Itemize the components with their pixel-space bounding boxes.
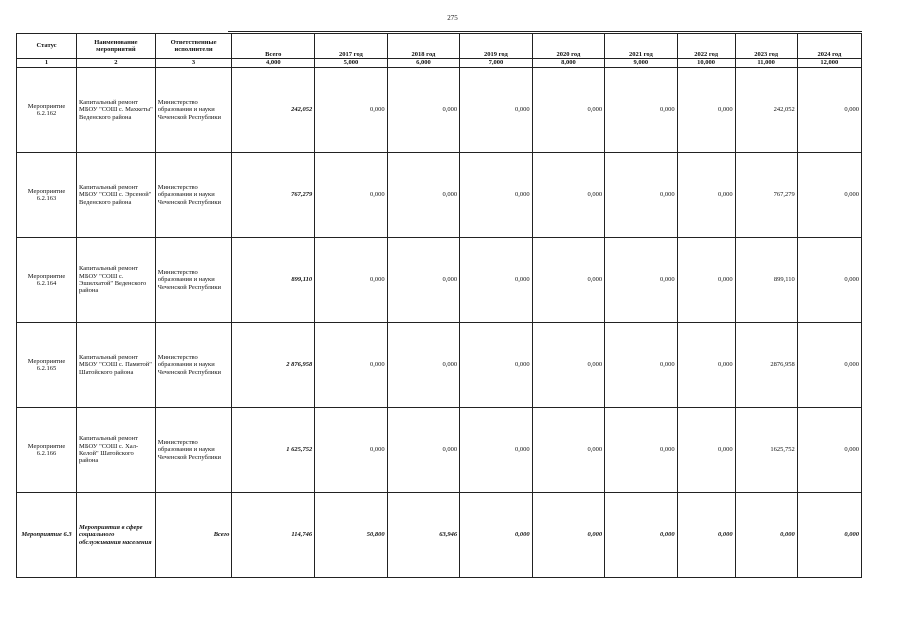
row-year-value: 0,000 bbox=[677, 68, 735, 153]
page-number: 275 bbox=[447, 14, 458, 22]
column-number: 4,000 bbox=[232, 59, 315, 68]
row-total: 114,746 bbox=[232, 493, 315, 578]
header-year: 2019 год bbox=[460, 34, 532, 59]
row-responsible: Всего bbox=[155, 493, 232, 578]
row-responsible: Министерство образования и науки Чеченской Республики bbox=[155, 238, 232, 323]
row-year-value: 0,000 bbox=[797, 323, 861, 408]
column-number: 10,000 bbox=[677, 59, 735, 68]
row-year-value: 0,000 bbox=[605, 68, 677, 153]
row-year-value: 0,000 bbox=[605, 153, 677, 238]
row-responsible: Министерство образования и науки Чеченской Республики bbox=[155, 68, 232, 153]
row-year-value: 0,000 bbox=[677, 493, 735, 578]
row-responsible: Министерство образования и науки Чеченской Республики bbox=[155, 153, 232, 238]
row-year-value: 0,000 bbox=[677, 408, 735, 493]
row-status: Мероприятие 6.2.163 bbox=[17, 153, 77, 238]
row-total: 767,279 bbox=[232, 153, 315, 238]
row-total: 1 625,752 bbox=[232, 408, 315, 493]
row-year-value: 0,000 bbox=[460, 153, 532, 238]
header-responsible: Ответственные исполнители bbox=[155, 34, 232, 59]
header-year: 2020 год bbox=[532, 34, 604, 59]
row-year-value: 0,000 bbox=[532, 323, 604, 408]
table-row bbox=[17, 408, 862, 493]
column-number: 7,000 bbox=[460, 59, 532, 68]
column-number: 8,000 bbox=[532, 59, 604, 68]
row-year-value: 0,000 bbox=[677, 238, 735, 323]
column-number-row bbox=[17, 59, 862, 68]
row-year-value: 0,000 bbox=[460, 68, 532, 153]
header-rule bbox=[228, 31, 862, 32]
row-year-value: 0,000 bbox=[532, 238, 604, 323]
row-year-value: 0,000 bbox=[797, 68, 861, 153]
header-year: 2018 год bbox=[387, 34, 459, 59]
row-year-value: 0,000 bbox=[387, 408, 459, 493]
row-year-value: 0,000 bbox=[532, 153, 604, 238]
row-status: Мероприятие 6.2.162 bbox=[17, 68, 77, 153]
column-number: 5,000 bbox=[315, 59, 387, 68]
row-year-value: 0,000 bbox=[315, 323, 387, 408]
table-row bbox=[17, 68, 862, 153]
row-name: Капитальный ремонт МБОУ "СОШ с. Эшилхатой" Веденского района bbox=[77, 238, 156, 323]
row-year-value: 0,000 bbox=[387, 323, 459, 408]
row-year-value: 63,946 bbox=[387, 493, 459, 578]
row-total: 242,052 bbox=[232, 68, 315, 153]
row-year-value: 0,000 bbox=[605, 493, 677, 578]
row-responsible: Министерство образования и науки Чеченской Республики bbox=[155, 408, 232, 493]
header-year: 2024 год bbox=[797, 34, 861, 59]
summary-row bbox=[17, 493, 862, 578]
row-year-value: 0,000 bbox=[532, 68, 604, 153]
header-year: 2017 год bbox=[315, 34, 387, 59]
row-year-value: 0,000 bbox=[605, 238, 677, 323]
row-year-value: 0,000 bbox=[460, 238, 532, 323]
row-year-value: 0,000 bbox=[677, 323, 735, 408]
row-name: Капитальный ремонт МБОУ "СОШ с. Памятой" Шатойского района bbox=[77, 323, 156, 408]
row-name: Капитальный ремонт МБОУ "СОШ с. Махкеты" Веденского района bbox=[77, 68, 156, 153]
column-number: 6,000 bbox=[387, 59, 459, 68]
row-name: Мероприятия в сфере социального обслуживания населения bbox=[77, 493, 156, 578]
row-year-value: 0,000 bbox=[387, 68, 459, 153]
column-number: 12,000 bbox=[797, 59, 861, 68]
row-year-value: 0,000 bbox=[315, 153, 387, 238]
row-status: Мероприятие 6.2.166 bbox=[17, 408, 77, 493]
header-total: Всего bbox=[232, 34, 315, 59]
row-year-value: 0,000 bbox=[532, 493, 604, 578]
row-responsible: Министерство образования и науки Чеченской Республики bbox=[155, 323, 232, 408]
header-row bbox=[17, 34, 862, 59]
budget-table bbox=[16, 33, 862, 578]
row-year-value: 899,110 bbox=[735, 238, 797, 323]
column-number: 11,000 bbox=[735, 59, 797, 68]
header-year: 2023 год bbox=[735, 34, 797, 59]
row-status: Мероприятие 6.2.164 bbox=[17, 238, 77, 323]
row-year-value: 0,000 bbox=[532, 408, 604, 493]
column-number: 9,000 bbox=[605, 59, 677, 68]
row-year-value: 0,000 bbox=[460, 323, 532, 408]
row-year-value: 0,000 bbox=[797, 153, 861, 238]
row-year-value: 0,000 bbox=[605, 408, 677, 493]
row-year-value: 0,000 bbox=[605, 323, 677, 408]
row-year-value: 0,000 bbox=[315, 408, 387, 493]
row-year-value: 50,800 bbox=[315, 493, 387, 578]
row-year-value: 767,279 bbox=[735, 153, 797, 238]
table-row bbox=[17, 323, 862, 408]
column-number: 1 bbox=[17, 59, 77, 68]
header-year: 2021 год bbox=[605, 34, 677, 59]
row-year-value: 0,000 bbox=[677, 153, 735, 238]
row-year-value: 242,052 bbox=[735, 68, 797, 153]
row-year-value: 0,000 bbox=[315, 68, 387, 153]
row-year-value: 0,000 bbox=[315, 238, 387, 323]
row-year-value: 0,000 bbox=[460, 408, 532, 493]
header-status: Статус bbox=[17, 34, 77, 59]
row-year-value: 0,000 bbox=[387, 153, 459, 238]
table-row bbox=[17, 153, 862, 238]
row-total: 899,110 bbox=[232, 238, 315, 323]
column-number: 2 bbox=[77, 59, 156, 68]
row-name: Капитальный ремонт МБОУ "СОШ с. Хал-Келой" Шатойского района bbox=[77, 408, 156, 493]
row-year-value: 0,000 bbox=[387, 238, 459, 323]
header-name: Наименование мероприятий bbox=[77, 34, 156, 59]
row-year-value: 0,000 bbox=[797, 493, 861, 578]
row-year-value: 0,000 bbox=[797, 408, 861, 493]
row-name: Капитальный ремонт МБОУ "СОШ с. Эрсеной" Веденского района bbox=[77, 153, 156, 238]
row-total: 2 876,958 bbox=[232, 323, 315, 408]
column-number: 3 bbox=[155, 59, 232, 68]
row-year-value: 0,000 bbox=[460, 493, 532, 578]
row-status: Мероприятие 6.2.165 bbox=[17, 323, 77, 408]
row-year-value: 1625,752 bbox=[735, 408, 797, 493]
row-status: Мероприятие 6.3 bbox=[17, 493, 77, 578]
table-row bbox=[17, 238, 862, 323]
row-year-value: 0,000 bbox=[735, 493, 797, 578]
row-year-value: 0,000 bbox=[797, 238, 861, 323]
row-year-value: 2876,958 bbox=[735, 323, 797, 408]
header-year: 2022 год bbox=[677, 34, 735, 59]
